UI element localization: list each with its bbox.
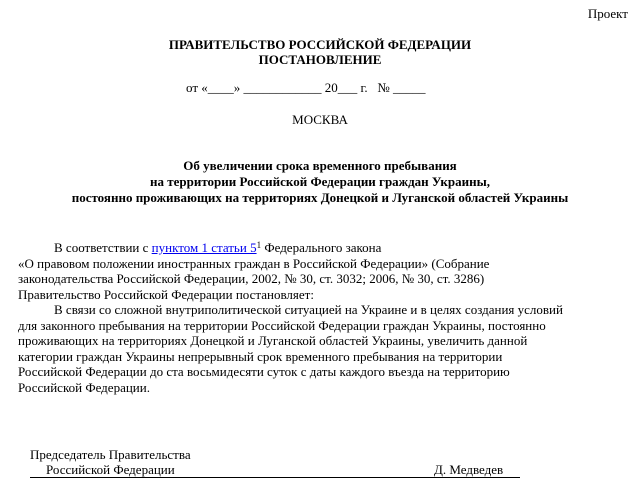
body-line-2: для законного пребывания на территории Российской Федерации граждан Украины, постоянно: [18, 317, 546, 333]
authority-heading: ПРАВИТЕЛЬСТВО РОССИЙСКОЙ ФЕДЕРАЦИИ: [168, 37, 472, 52]
body-line-6: Российской Федерации.: [18, 379, 150, 395]
signature-underline: [30, 477, 520, 478]
preamble: [18, 240, 630, 302]
law-article-link[interactable]: пунктом 1 статьи 5: [151, 240, 257, 255]
title-line-2: на территории Российской Федерации граждан Украины,: [150, 174, 490, 189]
body-line-5: Российской Федерации до ста восьмидесяти суток с даты каждого въезда на территорию: [18, 364, 510, 379]
signatory-position-line-2: Российской Федерации: [46, 462, 175, 477]
preamble-line-1: [18, 240, 630, 256]
preamble-suffix: Федерального закона: [261, 240, 382, 255]
title-line-3: постоянно проживающих на территориях Донецкой и Луганской областей Украины: [71, 190, 569, 205]
date-number-line: от «____» ____________ 20___ г. № _____: [186, 80, 426, 95]
preamble-line-4: Правительство Российской Федерации постановляет:: [18, 286, 314, 302]
article-superscript: 1: [256, 240, 262, 250]
draft-label: Проект: [587, 6, 628, 21]
signatory-position-line-1: Председатель Правительства: [30, 447, 191, 462]
preamble-line-3: законодательства Российской Федерации, 2002, № 30, ст. 3032; 2006, № 30, ст. 3286): [18, 271, 485, 286]
preamble-prefix: В соответствии с: [54, 240, 149, 255]
city: МОСКВА: [292, 112, 348, 127]
body-line-1: В связи со сложной внутриполитической ситуацией на Украине и в целях создания условий: [54, 302, 563, 317]
document-type: ПОСТАНОВЛЕНИЕ: [258, 52, 382, 67]
preamble-line-2: «О правовом положении иностранных граждан в Российской Федерации» (Собрание: [18, 255, 490, 271]
body-line-3: проживающих на территориях Донецкой и Луганской областей Украины, увеличить данной: [18, 333, 528, 348]
body-line-4: категории граждан Украины непрерывный срок временного пребывания на территории: [18, 348, 503, 364]
resolution-body: [18, 302, 630, 395]
title-line-1: Об увеличении срока временного пребывания: [183, 158, 457, 173]
signatory-name: Д. Медведев: [434, 462, 504, 477]
